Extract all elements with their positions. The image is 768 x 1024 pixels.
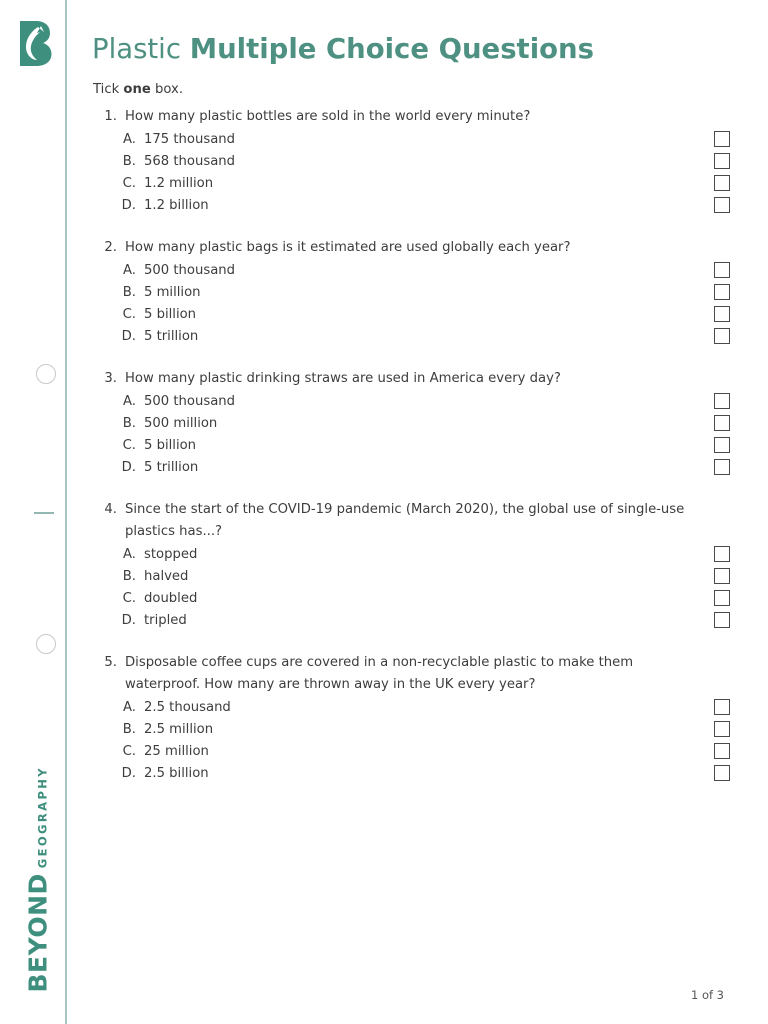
question-row (92, 368, 768, 390)
question-block (92, 499, 768, 631)
option-row[interactable] (92, 390, 768, 412)
question-text: Since the start of the COVID-19 pandemic (March 2020), the global use of single-use plastics has...? (125, 502, 685, 539)
question-block (92, 106, 768, 216)
option-text: 568 thousand (144, 153, 235, 169)
rail-divider (65, 0, 67, 1024)
page-title-light: Plastic (92, 33, 181, 65)
option-letter: B. (122, 721, 136, 737)
question-list (92, 106, 768, 805)
option-row[interactable] (92, 762, 768, 784)
answer-checkbox[interactable] (714, 197, 730, 213)
option-list (92, 259, 768, 347)
option-list (92, 128, 768, 216)
option-text: 175 thousand (144, 131, 235, 147)
option-row[interactable] (92, 303, 768, 325)
question-number: 1. (104, 109, 117, 124)
option-letter: D. (121, 459, 136, 475)
answer-checkbox[interactable] (714, 437, 730, 453)
option-row[interactable] (92, 543, 768, 565)
option-text: 5 trillion (144, 459, 199, 475)
answer-checkbox[interactable] (714, 393, 730, 409)
option-text: 2.5 billion (144, 765, 209, 781)
option-text: 500 thousand (144, 393, 235, 409)
binder-hole-mark-bottom (36, 634, 56, 654)
page-title-bold: Multiple Choice Questions (189, 33, 594, 65)
option-text: 2.5 million (144, 721, 214, 737)
answer-checkbox[interactable] (714, 590, 730, 606)
question-text: How many plastic drinking straws are used in America every day? (125, 371, 561, 386)
answer-checkbox[interactable] (714, 568, 730, 584)
instruction-line (93, 82, 183, 97)
option-letter: A. (123, 131, 136, 147)
question-text: How many plastic bags is it estimated are used globally each year? (125, 240, 571, 255)
answer-checkbox[interactable] (714, 175, 730, 191)
beyond-b-logo-icon (14, 18, 54, 68)
instruction-before: Tick (93, 82, 124, 97)
option-text: stopped (144, 546, 198, 562)
option-row[interactable] (92, 194, 768, 216)
question-number: 4. (104, 502, 117, 517)
option-row[interactable] (92, 456, 768, 478)
option-text: 500 million (144, 415, 218, 431)
option-letter: A. (123, 546, 136, 562)
instruction-after: box. (150, 82, 184, 97)
option-letter: B. (122, 415, 136, 431)
answer-checkbox[interactable] (714, 546, 730, 562)
page-number: 1 of 3 (690, 988, 724, 1002)
option-row[interactable] (92, 718, 768, 740)
option-row[interactable] (92, 434, 768, 456)
option-text: 500 thousand (144, 262, 235, 278)
answer-checkbox[interactable] (714, 459, 730, 475)
option-text: 5 billion (144, 306, 197, 322)
question-number: 5. (104, 655, 117, 670)
brand-name: BEYOND (23, 873, 53, 993)
instruction-emphasis: one (123, 82, 151, 97)
option-text: 25 million (144, 743, 209, 759)
option-list (92, 543, 768, 631)
answer-checkbox[interactable] (714, 612, 730, 628)
option-list (92, 696, 768, 784)
question-row (92, 237, 768, 259)
question-text: Disposable coffee cups are covered in a non-recyclable plastic to make them waterproof. How many are thrown away in the UK every year? (125, 655, 634, 692)
option-letter: C. (122, 306, 136, 322)
page-title (92, 33, 594, 65)
brand-rail (0, 0, 66, 1024)
option-text: tripled (144, 612, 187, 628)
option-letter: C. (122, 175, 136, 191)
option-letter: D. (121, 765, 136, 781)
answer-checkbox[interactable] (714, 765, 730, 781)
question-block (92, 652, 768, 784)
option-row[interactable] (92, 696, 768, 718)
answer-checkbox[interactable] (714, 699, 730, 715)
question-block (92, 368, 768, 478)
answer-checkbox[interactable] (714, 284, 730, 300)
answer-checkbox[interactable] (714, 306, 730, 322)
question-row (92, 499, 768, 543)
option-letter: D. (121, 328, 136, 344)
option-text: 1.2 million (144, 175, 214, 191)
option-row[interactable] (92, 587, 768, 609)
answer-checkbox[interactable] (714, 721, 730, 737)
question-number: 3. (104, 371, 117, 386)
option-text: 5 billion (144, 437, 197, 453)
binder-dash-mark (34, 512, 54, 514)
option-letter: C. (122, 590, 136, 606)
option-text: 2.5 thousand (144, 699, 231, 715)
option-letter: A. (123, 262, 136, 278)
question-row (92, 106, 768, 128)
answer-checkbox[interactable] (714, 743, 730, 759)
option-letter: D. (121, 197, 136, 213)
question-number: 2. (104, 240, 117, 255)
option-text: 5 million (144, 284, 201, 300)
option-letter: C. (122, 437, 136, 453)
option-row[interactable] (92, 325, 768, 347)
answer-checkbox[interactable] (714, 131, 730, 147)
option-row[interactable] (92, 740, 768, 762)
vertical-brand-text (23, 765, 53, 993)
option-list (92, 390, 768, 478)
option-row[interactable] (92, 281, 768, 303)
option-text: 5 trillion (144, 328, 199, 344)
option-letter: C. (122, 743, 136, 759)
worksheet-content (92, 0, 768, 1024)
option-text: halved (144, 568, 189, 584)
question-block (92, 237, 768, 347)
brand-subject: GEOGRAPHY (35, 765, 50, 869)
option-row[interactable] (92, 172, 768, 194)
option-row[interactable] (92, 609, 768, 631)
option-letter: B. (122, 568, 136, 584)
option-row[interactable] (92, 259, 768, 281)
option-row[interactable] (92, 128, 768, 150)
answer-checkbox[interactable] (714, 153, 730, 169)
option-letter: B. (122, 284, 136, 300)
option-letter: A. (123, 699, 136, 715)
question-text: How many plastic bottles are sold in the world every minute? (125, 109, 531, 124)
option-text: 1.2 billion (144, 197, 209, 213)
answer-checkbox[interactable] (714, 262, 730, 278)
option-row[interactable] (92, 565, 768, 587)
option-letter: A. (123, 393, 136, 409)
answer-checkbox[interactable] (714, 415, 730, 431)
option-row[interactable] (92, 150, 768, 172)
binder-hole-mark-top (36, 364, 56, 384)
option-letter: B. (122, 153, 136, 169)
option-row[interactable] (92, 412, 768, 434)
option-text: doubled (144, 590, 198, 606)
option-letter: D. (121, 612, 136, 628)
question-row (92, 652, 768, 696)
answer-checkbox[interactable] (714, 328, 730, 344)
